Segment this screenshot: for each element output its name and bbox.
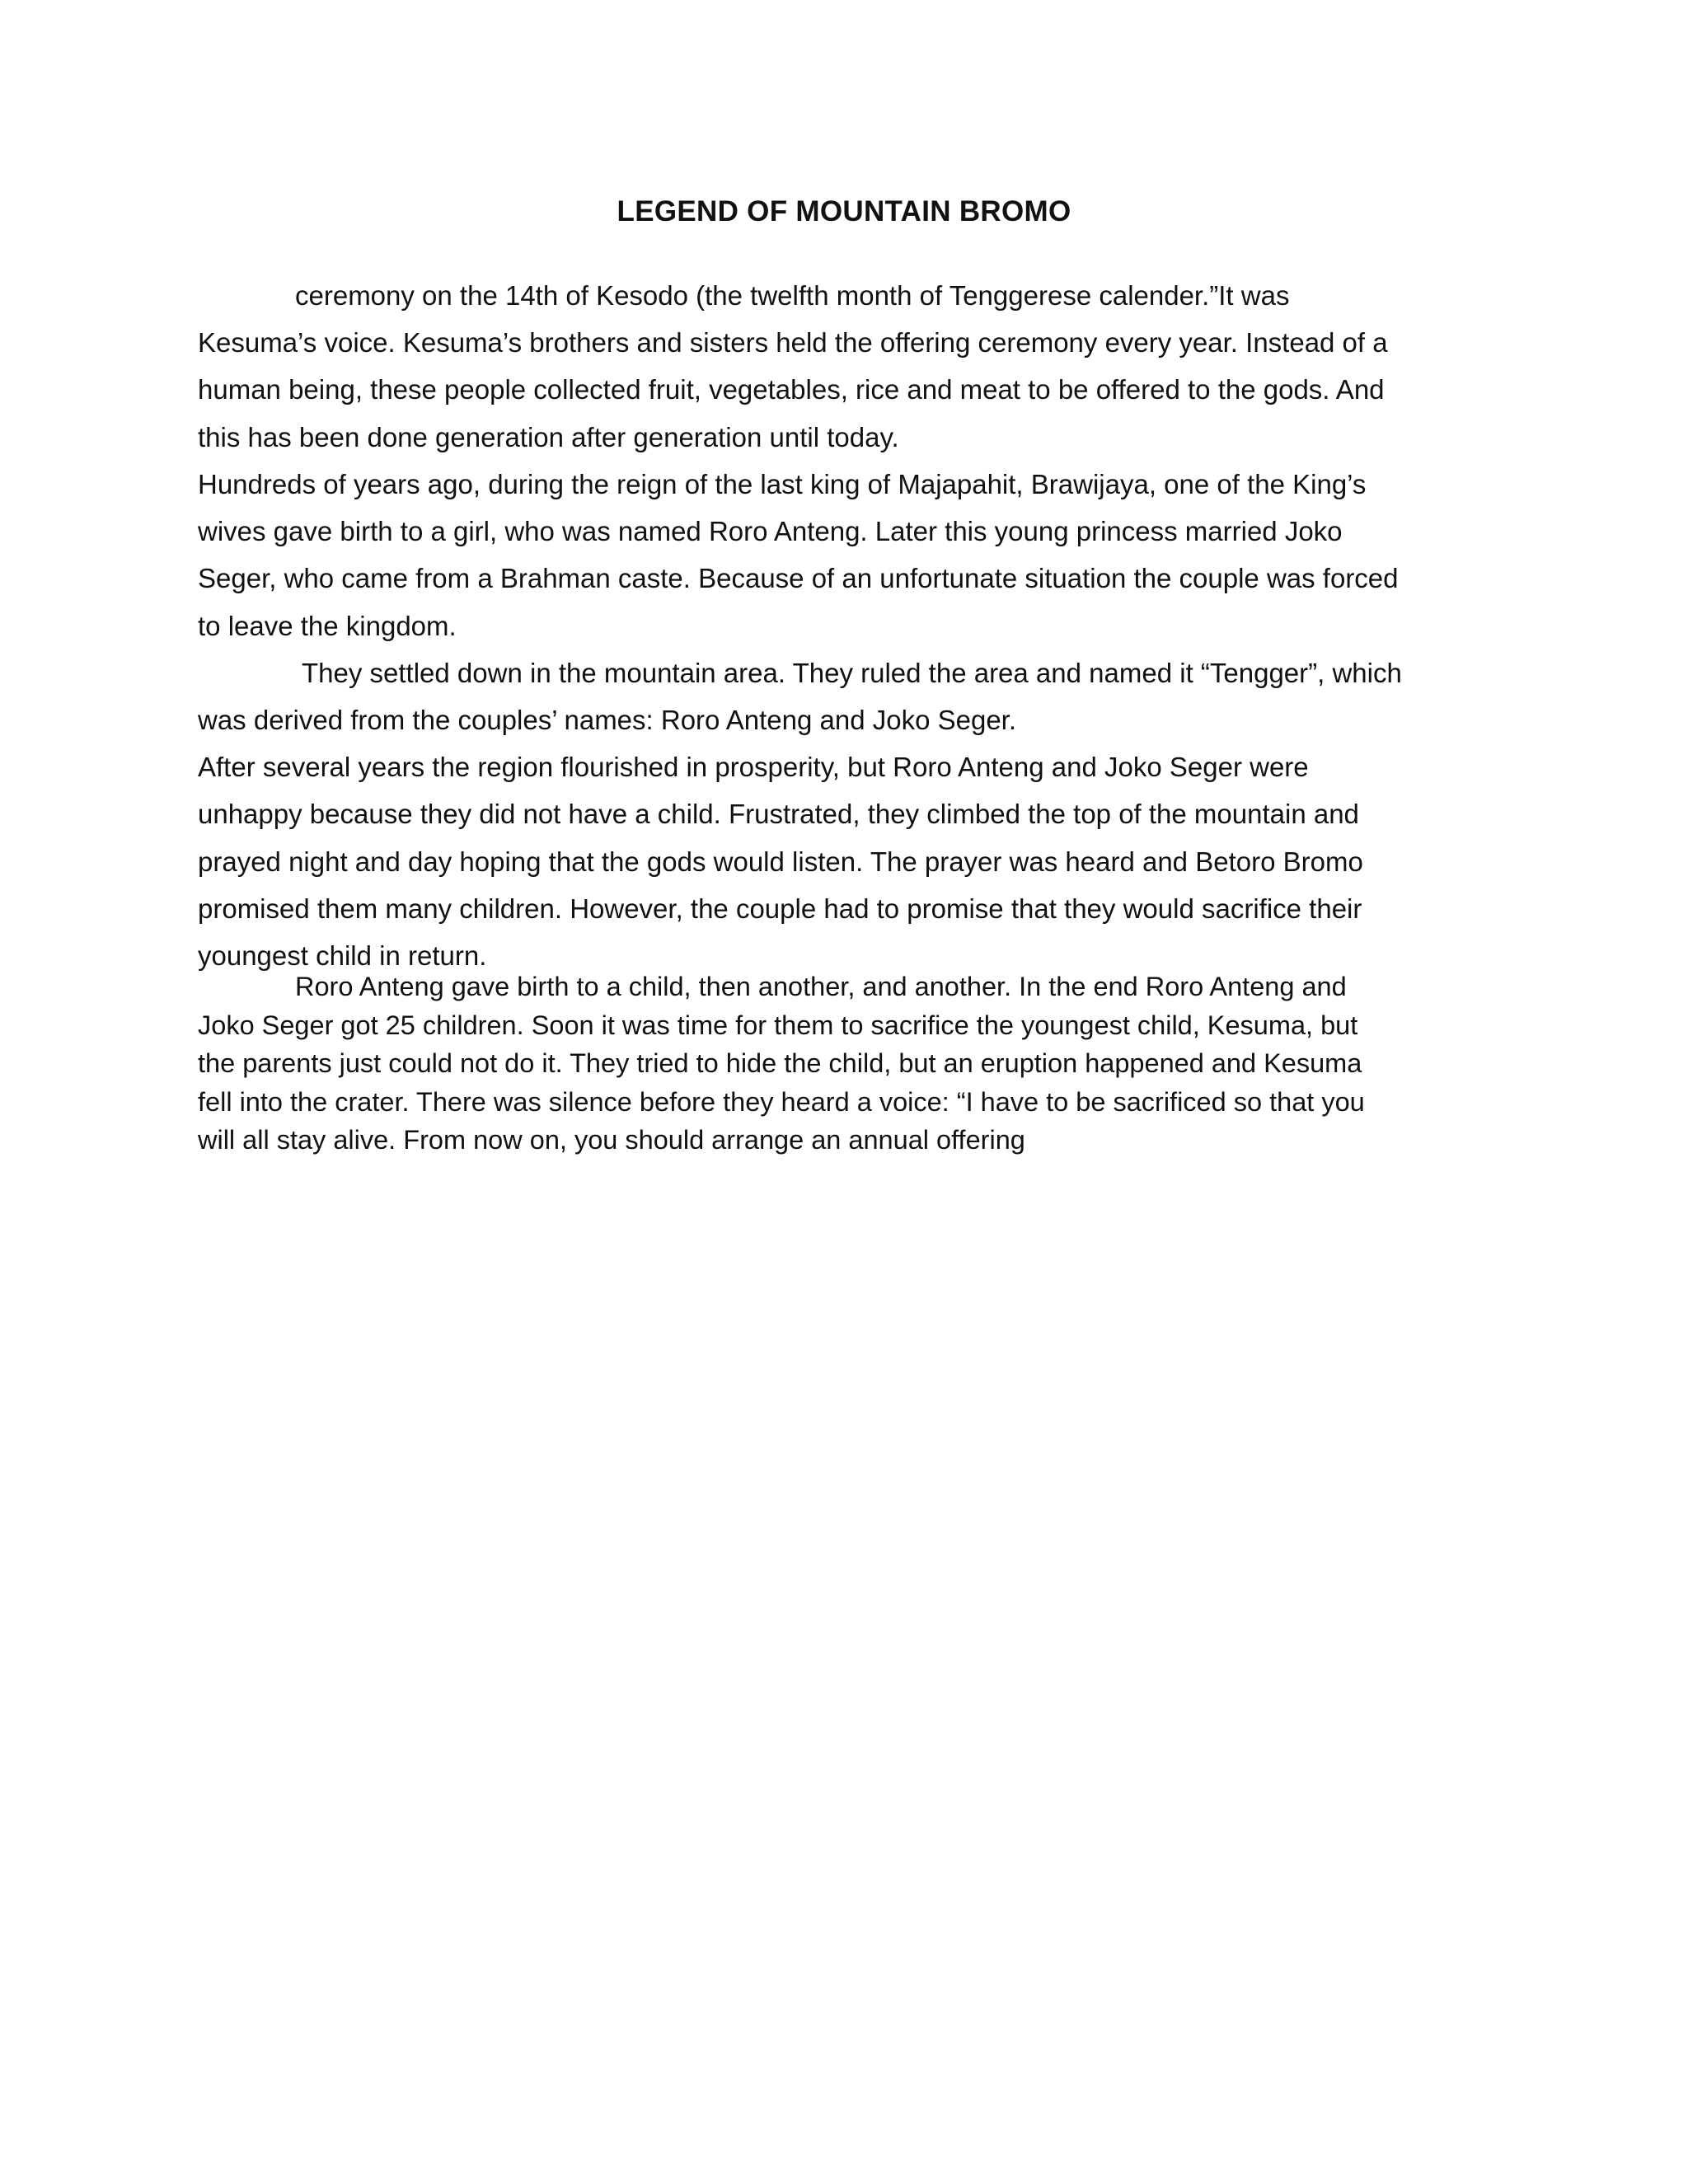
text-line: to leave the kingdom. — [198, 611, 457, 641]
text-line: unhappy because they did not have a child. Frustrated, they climbed the top of the mountain and — [198, 799, 1359, 829]
document-title: LEGEND OF MOUNTAIN BROMO — [617, 195, 1071, 227]
text-line: Roro Anteng gave birth to a child, then another, and another. In the end Roro Anteng and — [295, 972, 1347, 1001]
text-line: Hundreds of years ago, during the reign of the last king of Majapahit, Brawijaya, one of the King’s — [198, 469, 1367, 499]
text-line: youngest child in return. — [198, 940, 487, 971]
text-line: this has been done generation after generation until today. — [198, 422, 899, 452]
text-line: After several years the region flourished in prosperity, but Roro Anteng and Joko Seger were — [198, 752, 1309, 782]
text-line: Kesuma’s voice. Kesuma’s brothers and sisters held the offering ceremony every year. Instead of a — [198, 327, 1388, 358]
text-line: was derived from the couples’ names: Roro Anteng and Joko Seger. — [198, 705, 1017, 735]
text-line: prayed night and day hoping that the gods would listen. The prayer was heard and Betoro Bromo — [198, 846, 1363, 877]
text-line: wives gave birth to a girl, who was named Roro Anteng. Later this young princess married Joko — [198, 516, 1343, 546]
text-line: human being, these people collected fruit, vegetables, rice and meat to be offered to the gods. And — [198, 374, 1385, 405]
text-line: Joko Seger got 25 children. Soon it was time for them to sacrifice the youngest child, Kesuma, but — [198, 1010, 1358, 1040]
text-line: ceremony on the 14th of Kesodo (the twelfth month of Tenggerese calender.”It was — [295, 280, 1290, 311]
text-line: They settled down in the mountain area. They ruled the area and named it “Tengger”, which — [302, 658, 1402, 688]
text-line: Seger, who came from a Brahman caste. Because of an unfortunate situation the couple was forced — [198, 563, 1399, 593]
text-line: promised them many children. However, the couple had to promise that they would sacrifice their — [198, 893, 1362, 924]
text-line: the parents just could not do it. They tried to hide the child, but an eruption happened and Kesuma — [198, 1048, 1362, 1078]
text-line: will all stay alive. From now on, you should arrange an annual offering — [198, 1125, 1025, 1155]
text-line: fell into the crater. There was silence before they heard a voice: “I have to be sacrificed so that you — [198, 1087, 1365, 1117]
